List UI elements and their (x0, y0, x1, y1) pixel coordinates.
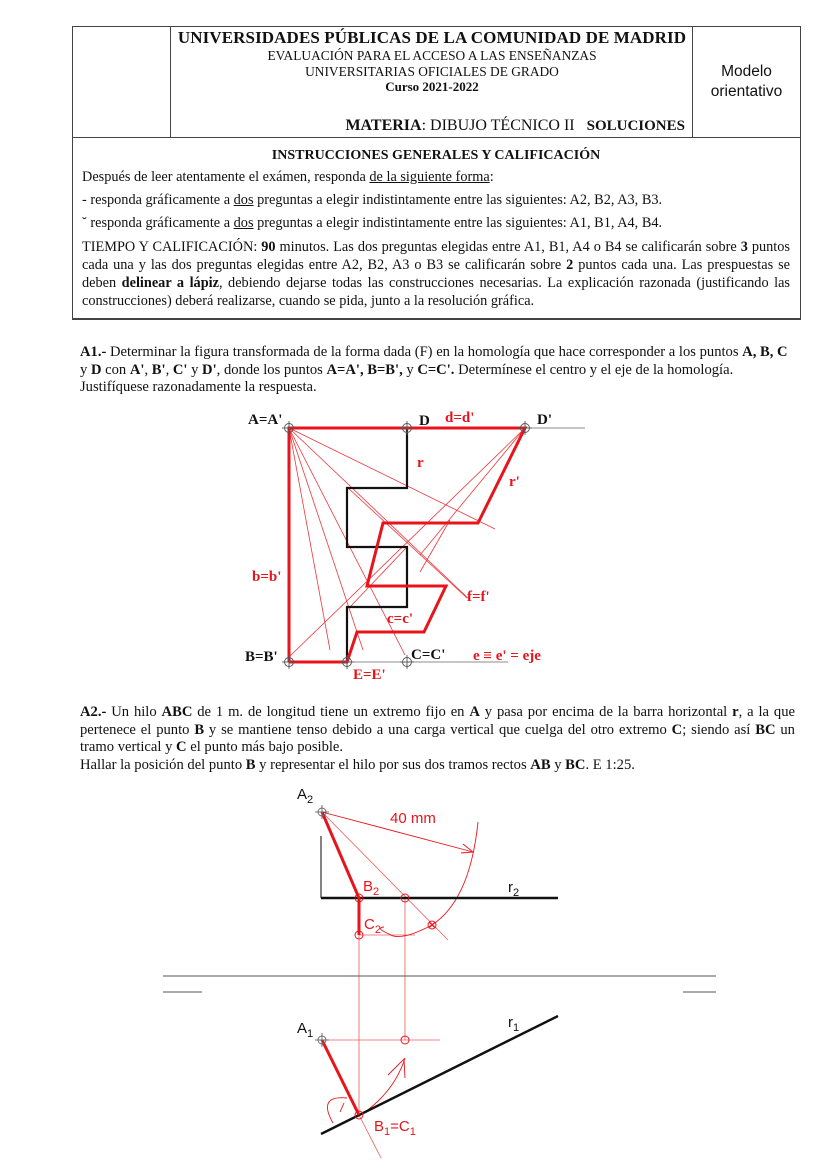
label-c1-letter: =C (390, 1118, 410, 1135)
a2-task-text: y (550, 757, 566, 773)
a2-bar-r1 (321, 1016, 558, 1134)
question-a1-number: A1.- (80, 344, 107, 360)
time-text-1: minutos. Las dos preguntas elegidas entre A1, B1, A4 o B4 se calificarán sobre (275, 239, 741, 255)
intro-underlined: de la siguiente forma (369, 169, 490, 185)
subject-value: : DIBUJO TÉCNICO II (421, 117, 575, 134)
label-b1-c1 (374, 1118, 416, 1138)
item2-underlined: dos (233, 215, 254, 231)
a2-task-bold: BC (565, 757, 586, 773)
points-b: 2 (566, 257, 574, 273)
time-label: TIEMPO Y CALIFICACIÓN: (82, 239, 262, 255)
a2-bold: r (732, 704, 739, 720)
a2-rotation-arc-plan (365, 1058, 405, 1112)
solutions-label: SOLUCIONES (586, 118, 685, 134)
item1-underlined: dos (233, 192, 254, 208)
a1-text: y (80, 361, 91, 378)
a1-bold: A, B, C (742, 344, 788, 360)
label-40mm: 40 mm (390, 810, 436, 827)
a1-bold: C' (172, 361, 188, 378)
subject-label: MATERIA (345, 117, 422, 134)
intro-suffix: : (489, 169, 494, 185)
a2-text: Un hilo (106, 704, 162, 720)
pencil-note: delinear a lápiz (121, 275, 219, 291)
a1-text: , donde los puntos (216, 361, 327, 378)
a1-text: , (144, 361, 152, 378)
label-a1-sub: 1 (307, 1028, 314, 1040)
a2-task-bold: AB (530, 757, 551, 773)
a2-bold: C (176, 739, 187, 755)
label-d: D (419, 413, 430, 429)
a1-text: Determínese el centro y el eje de la homología. Justifíquese razonadamente la respuesta. (80, 361, 734, 395)
a2-text: un tramo vertical y (80, 721, 795, 755)
label-rprime: r' (509, 474, 520, 490)
label-a-aprime: A=A' (248, 412, 283, 428)
label-b1-sub: 1 (384, 1126, 391, 1138)
instructions-title: INSTRUCCIONES GENERALES Y CALIFICACIÓN (271, 148, 601, 163)
a2-text: y se mantiene tenso debido a una carga vertical que cuelga del otro extremo (204, 721, 672, 738)
item2-prefix: ˘ responda gráficamente a (82, 215, 234, 231)
label-c2 (364, 916, 381, 936)
label-c2-letter: C (364, 916, 375, 933)
arrowhead-icon (388, 1059, 405, 1078)
a2-task-text: y representar el hilo por sus dos tramos rectos (255, 757, 531, 773)
label-c1-sub: 1 (409, 1126, 416, 1138)
label-a2-letter: A (297, 786, 308, 803)
course-year: Curso 2021-2022 (385, 79, 479, 94)
label-dprime: D' (537, 412, 552, 428)
points-a: 3 (740, 239, 748, 255)
a2-text: , a la que pertenece el punto (80, 704, 795, 738)
a2-thread-plan (322, 1040, 359, 1115)
a2-bold: BC (755, 721, 776, 738)
a2-text: y pasa por encima de la barra horizontal (479, 704, 733, 720)
label-b1-letter: B (374, 1118, 385, 1135)
evaluation-line-2: UNIVERSITARIAS OFICIALES DE GRADO (305, 63, 559, 79)
a1-bold: B' (151, 361, 166, 378)
label-a1-letter: A (297, 1020, 308, 1037)
label-r2-sub: 2 (513, 887, 520, 899)
a2-rotation-arc (380, 822, 478, 937)
a1-text: con (101, 361, 130, 378)
a1-text: Determinar la figura transformada de la forma dada (F) en la homología que hace corresponder a los puntos (106, 344, 743, 360)
a1-bold: C=C'. (417, 361, 455, 378)
a2-bold: ABC (161, 704, 193, 720)
label-homology-axis: e ≡ e' = eje (473, 648, 541, 664)
time-text-4: , debiendo dejarse todas las construcciones necesarias. La explicación razonada (justificando las construcciones) deberá realizarse, cuando se pida, junto a la resolución gráfica. (82, 275, 790, 309)
a2-bold: B (194, 721, 205, 738)
evaluation-line-1: EVALUACIÓN PARA EL ACCESO A LAS ENSEÑANZAS (267, 48, 597, 63)
item1-suffix: preguntas a elegir indistintamente entre las siguientes: A2, B2, A3, B3. (253, 192, 663, 208)
a2-angle-arc (327, 1098, 347, 1123)
label-b2 (363, 878, 379, 898)
a2-text: el punto más bajo posible. (186, 739, 344, 755)
label-r2-letter: r (508, 879, 513, 896)
item1-prefix: - responda gráficamente a (82, 192, 234, 208)
a1-text: y (402, 361, 418, 378)
question-a2-number: A2.- (80, 704, 107, 720)
label-f-fprime: f=f' (467, 589, 490, 605)
a1-bold: A' (129, 361, 145, 378)
label-d-dprime: d=d' (445, 410, 475, 426)
a2-task-text: Hallar la posición del punto (80, 757, 246, 773)
a2-ground-line (163, 976, 716, 992)
item2-suffix: preguntas a elegir indistintamente entre las siguientes: A1, B1, A4, B4. (253, 215, 663, 231)
a2-text: de 1 m. de longitud tiene un extremo fijo en (192, 704, 470, 720)
label-a1 (297, 1020, 313, 1040)
a1-bold: D' (202, 361, 217, 378)
a1-bold: D (90, 361, 102, 378)
university-title: UNIVERSIDADES PÚBLICAS DE LA COMUNIDAD DE MADRID (177, 28, 687, 47)
label-e-eprime: E=E' (353, 667, 386, 683)
intro-text: Después de leer atentamente el exámen, responda (82, 169, 370, 185)
label-r: r (417, 455, 424, 471)
model-line-2: orientativo (710, 83, 783, 100)
label-b2-letter: B (363, 878, 374, 895)
label-r1 (508, 1014, 519, 1034)
label-a2-sub: 2 (307, 794, 314, 806)
a1-bold: A=A', B=B', (326, 361, 403, 378)
model-line-1: Modelo (721, 63, 772, 80)
label-r1-letter: r (508, 1014, 513, 1031)
a2-bold: C (671, 721, 683, 738)
a2-text: ; siendo así (682, 721, 756, 738)
a2-angle-tick (340, 1103, 344, 1112)
a2-task-bold: B (245, 757, 256, 773)
a2-bold: A (469, 704, 480, 720)
label-c-cprime: c=c' (387, 611, 414, 627)
label-b-bprime: b=b' (252, 569, 282, 585)
a2-fixed-point-markers (315, 805, 329, 1047)
a2-recall-lines (320, 812, 448, 1158)
label-c2-sub: 2 (374, 924, 381, 936)
label-r2 (508, 879, 519, 899)
a2-task-text: . E 1:25. (585, 757, 635, 773)
label-r1-sub: 1 (513, 1022, 520, 1034)
label-a2 (297, 786, 313, 806)
time-text-2: puntos cada una y las dos preguntas elegidas entre A2, B2, A3 o B3 se calificarán sobre (82, 239, 790, 273)
label-b2-sub: 2 (373, 886, 380, 898)
a1-text: , (165, 361, 173, 378)
label-b-eq-bprime: B=B' (245, 649, 278, 665)
label-c-eq-cprime: C=C' (411, 647, 446, 663)
time-minutes: 90 (261, 239, 276, 255)
time-text-3: puntos cada una. Las prespuestas se deben (82, 257, 790, 291)
a1-text: y (187, 361, 203, 378)
